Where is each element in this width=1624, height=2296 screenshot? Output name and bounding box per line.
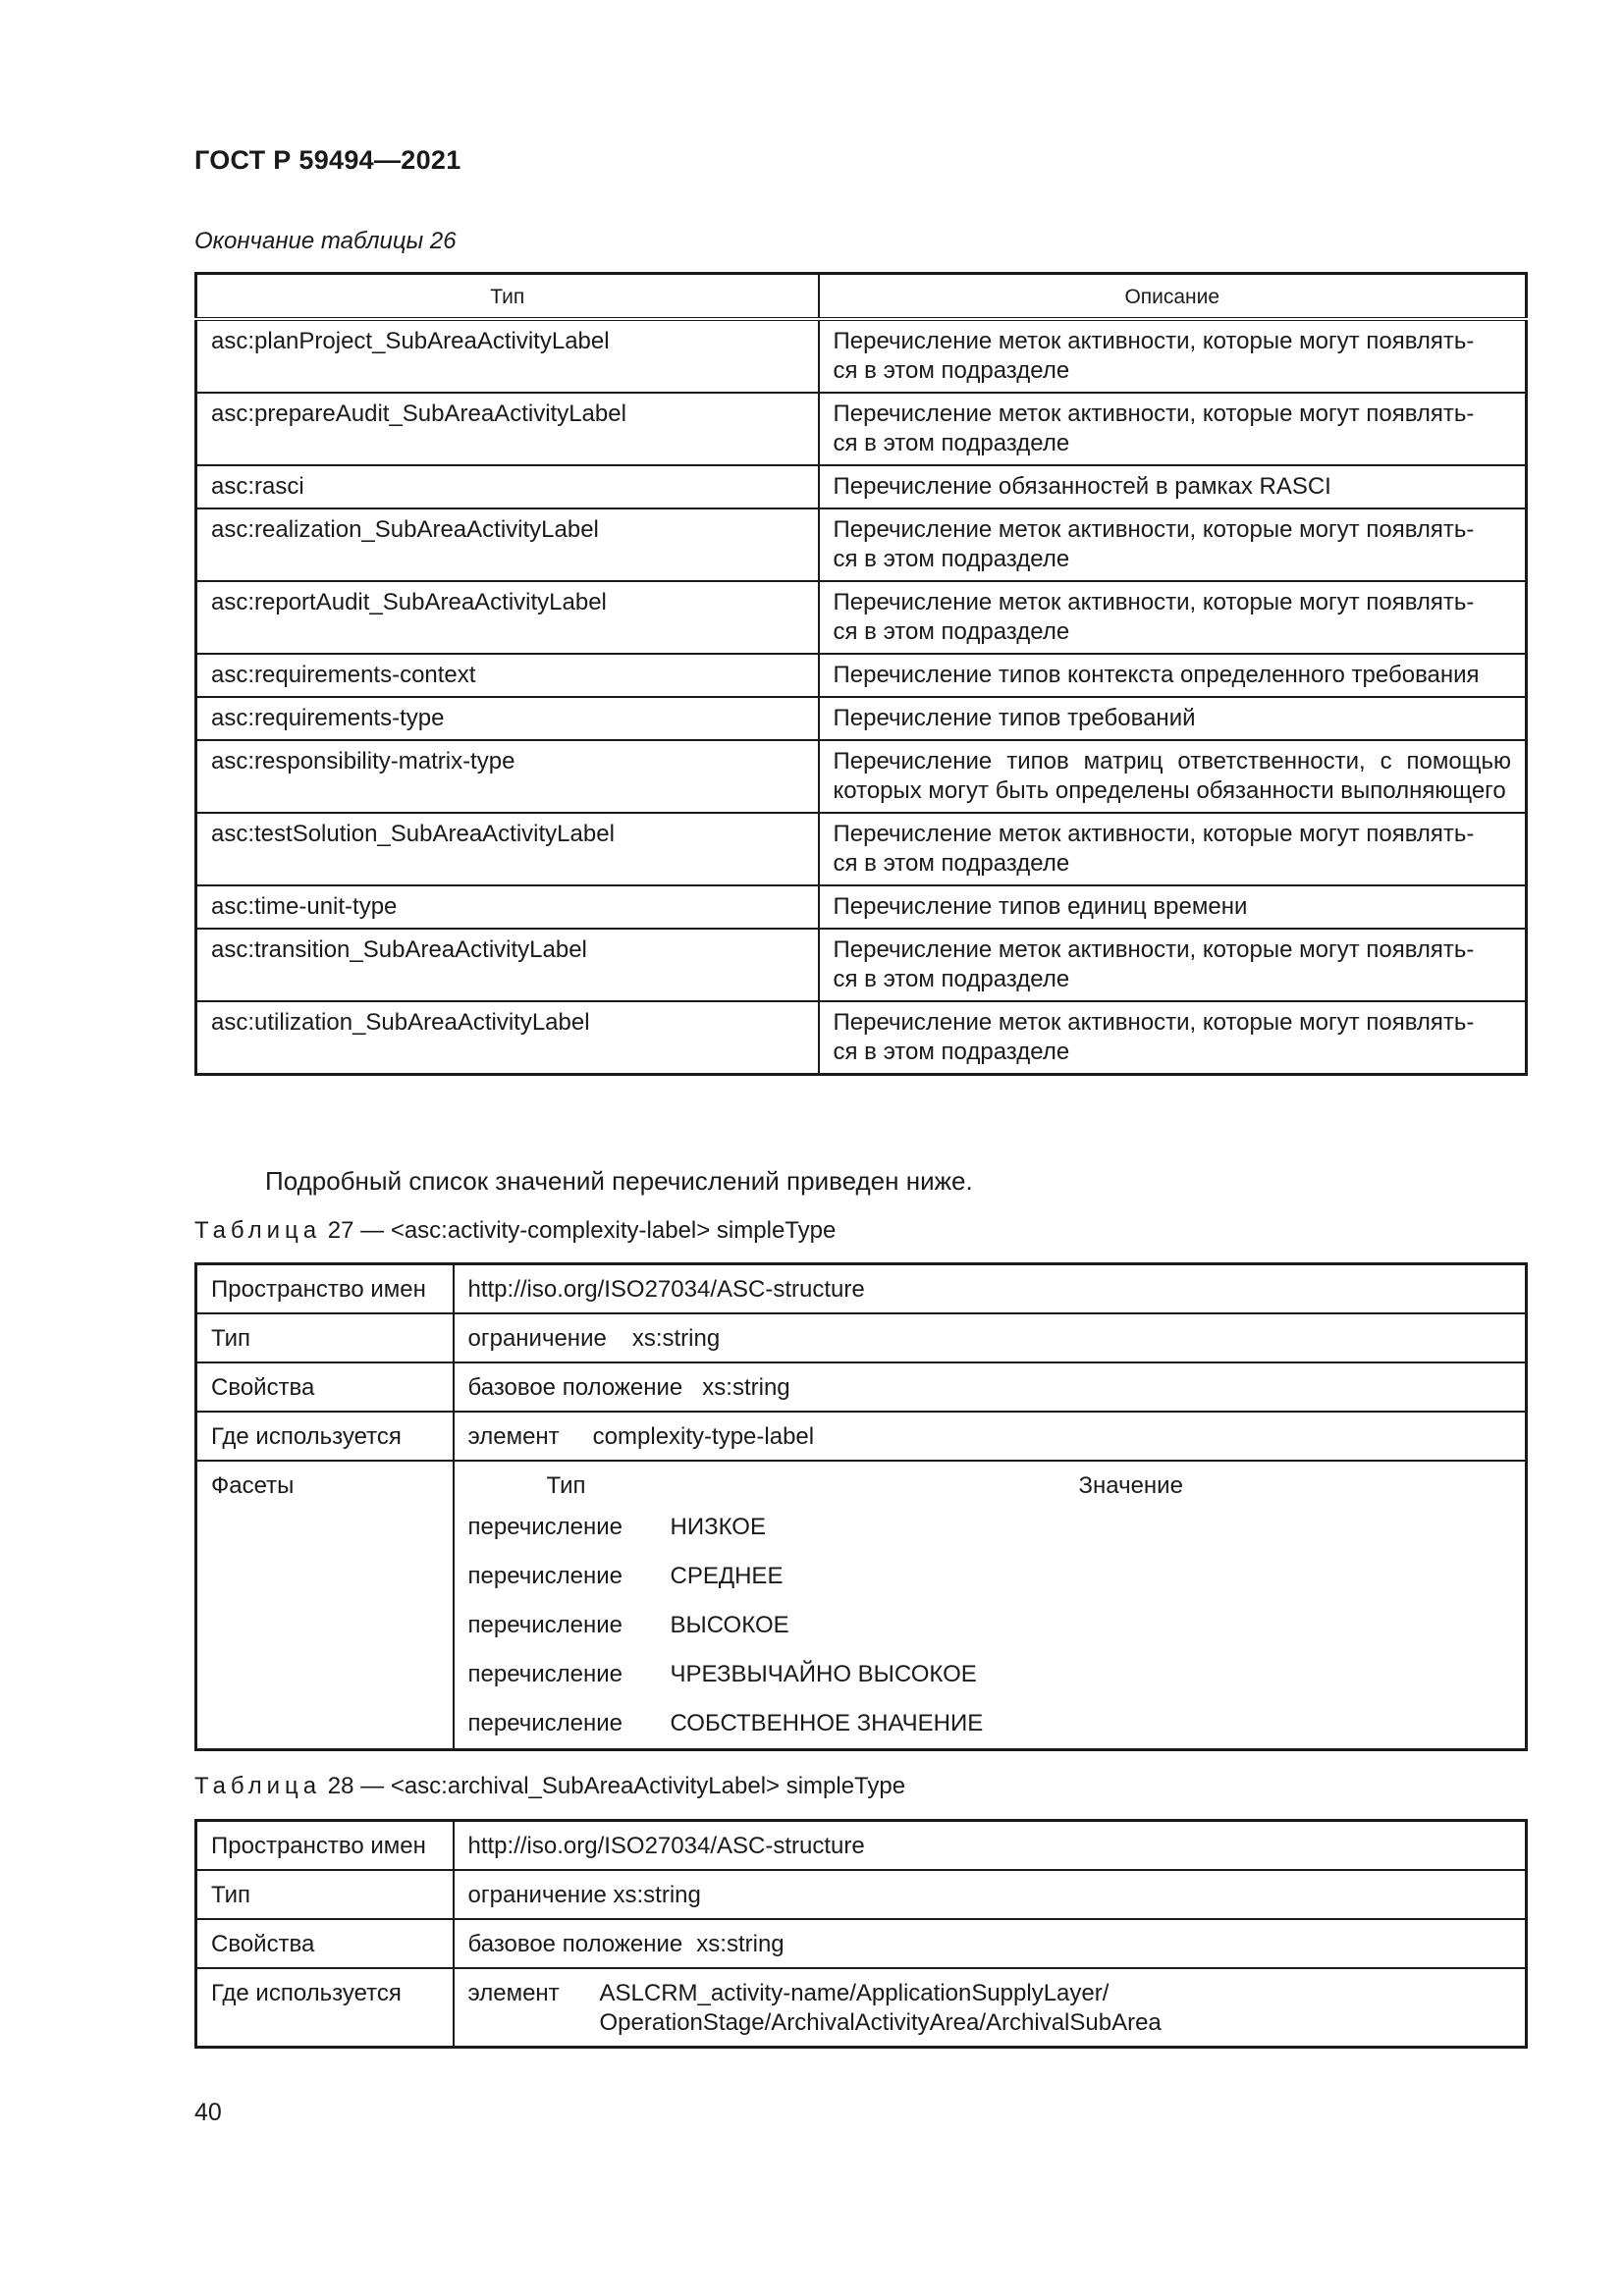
table26-header-row	[196, 274, 1527, 320]
facet-type: перечисление	[467, 1661, 623, 1687]
facets-header	[468, 1471, 1512, 1501]
table27-namespace-label: Пространство имен	[196, 1264, 454, 1314]
table27-row-type	[196, 1313, 1527, 1362]
description-line: ся в этом подразделе	[833, 546, 1070, 572]
table27-usage-cell	[454, 1412, 1527, 1461]
table-row	[196, 319, 1527, 393]
table27-row-namespace	[196, 1264, 1527, 1314]
table28-row-usage	[196, 1968, 1527, 2048]
table28-row-type	[196, 1870, 1527, 1919]
table28-usage-value-line1: ASLCRM_activity-name/ApplicationSupplyLayer/	[599, 1980, 1110, 2006]
table27-namespace-value: http://iso.org/ISO27034/ASC-structure	[454, 1264, 1527, 1314]
table-26	[194, 272, 1528, 1076]
table-row	[196, 929, 1527, 1001]
table27-props-key: базовое положение	[467, 1374, 683, 1401]
description-line: Перечисление меток активности, которые могут появлять-	[833, 821, 1475, 847]
table26-col-type: Тип	[196, 274, 819, 320]
description-line: ся в этом подразделе	[833, 618, 1070, 645]
facet-row	[468, 1650, 1512, 1699]
table28-usage-value-line2: OperationStage/ArchivalActivityArea/ArchivalSubArea	[599, 2009, 1162, 2036]
table28-props-key: базовое положение	[467, 1931, 683, 1957]
type-cell: asc:testSolution_SubAreaActivityLabel	[196, 813, 819, 885]
description-line: ся в этом подразделе	[833, 430, 1070, 456]
description-line: которых могут быть определены обязанности выполняющего	[833, 777, 1506, 804]
description-cell	[819, 508, 1527, 581]
facet-value: СРЕДНЕЕ	[670, 1563, 784, 1589]
facet-type: перечисление	[467, 1710, 623, 1736]
facet-value: СОБСТВЕННОЕ ЗНАЧЕНИЕ	[670, 1710, 984, 1736]
type-cell: asc:realization_SubAreaActivityLabel	[196, 508, 819, 581]
description-cell	[819, 740, 1527, 813]
description-cell	[819, 465, 1527, 508]
table28-props-cell	[454, 1919, 1527, 1968]
description-line: Перечисление меток активности, которые могут появлять-	[833, 516, 1475, 543]
table-row	[196, 654, 1527, 697]
table-row	[196, 1001, 1527, 1075]
table28-usage-key: элемент	[467, 1980, 560, 2006]
facet-row	[468, 1503, 1512, 1552]
facet-value: ВЫСОКОЕ	[670, 1612, 789, 1638]
description-cell	[819, 697, 1527, 740]
description-cell	[819, 929, 1527, 1001]
table-row	[196, 581, 1527, 654]
type-cell: asc:rasci	[196, 465, 819, 508]
facet-row	[468, 1552, 1512, 1601]
table27-type-label: Тип	[196, 1313, 454, 1362]
table27-row-facets	[196, 1461, 1527, 1750]
table-row	[196, 813, 1527, 885]
table27-usage-value: complexity-type-label	[592, 1423, 815, 1450]
facet-type: перечисление	[467, 1514, 623, 1540]
description-cell	[819, 393, 1527, 465]
table-row	[196, 697, 1527, 740]
table27-type-cell	[454, 1313, 1527, 1362]
type-cell: asc:time-unit-type	[196, 885, 819, 929]
table-row	[196, 740, 1527, 813]
type-cell: asc:planProject_SubAreaActivityLabel	[196, 319, 819, 393]
description-cell	[819, 813, 1527, 885]
table-27	[194, 1262, 1528, 1751]
table-row	[196, 508, 1527, 581]
table28-row-namespace	[196, 1821, 1527, 1871]
table28-type-label: Тип	[196, 1870, 454, 1919]
facets-col-type: Тип	[546, 1472, 586, 1499]
type-cell: asc:transition_SubAreaActivityLabel	[196, 929, 819, 1001]
description-cell	[819, 654, 1527, 697]
table28-namespace-label: Пространство имен	[196, 1821, 454, 1871]
description-cell	[819, 319, 1527, 393]
page-number: 40	[194, 2099, 222, 2126]
description-line: ся в этом подразделе	[833, 850, 1070, 877]
description-line: ся в этом подразделе	[833, 966, 1070, 992]
description-line: Перечисление меток активности, которые могут появлять-	[833, 936, 1475, 963]
table27-props-cell	[454, 1362, 1527, 1412]
description-cell	[819, 1001, 1527, 1075]
table27-type-key: ограничение	[467, 1325, 607, 1352]
table-row	[196, 465, 1527, 508]
facet-type: перечисление	[467, 1563, 623, 1589]
description-cell	[819, 581, 1527, 654]
table28-row-props	[196, 1919, 1527, 1968]
table27-facets-cell	[454, 1461, 1527, 1750]
table28-caption-word: Таблица	[194, 1773, 322, 1799]
facets-col-value: Значение	[1078, 1472, 1183, 1499]
table27-caption-text: 27 — <asc:activity-complexity-label> simpleType	[327, 1217, 837, 1244]
table27-usage-key: элемент	[467, 1423, 560, 1450]
table28-namespace-value: http://iso.org/ISO27034/ASC-structure	[454, 1821, 1527, 1871]
table27-props-label: Свойства	[196, 1362, 454, 1412]
description-line: Перечисление меток активности, которые могут появлять-	[833, 400, 1475, 427]
type-cell: asc:requirements-type	[196, 697, 819, 740]
table27-type-value: xs:string	[631, 1325, 721, 1352]
facet-type: перечисление	[467, 1612, 623, 1638]
document-header: ГОСТ Р 59494—2021	[194, 145, 461, 175]
table27-caption	[194, 1217, 836, 1245]
description-line: Перечисление меток активности, которые могут появлять-	[833, 1009, 1475, 1036]
type-cell: asc:responsibility-matrix-type	[196, 740, 819, 813]
table-row	[196, 393, 1527, 465]
description-line: ся в этом подразделе	[833, 357, 1070, 384]
table28-props-value: xs:string	[696, 1931, 785, 1957]
table27-usage-label: Где используется	[196, 1412, 454, 1461]
description-cell	[819, 885, 1527, 929]
description-line: Перечисление типов матриц ответственности, с помощью	[833, 748, 1511, 774]
description-line: ся в этом подразделе	[833, 1039, 1070, 1065]
table28-usage-cell	[454, 1968, 1527, 2048]
type-cell: asc:prepareAudit_SubAreaActivityLabel	[196, 393, 819, 465]
type-cell: asc:reportAudit_SubAreaActivityLabel	[196, 581, 819, 654]
facet-value: ЧРЕЗВЫЧАЙНО ВЫСОКОЕ	[670, 1661, 977, 1687]
table-row	[196, 885, 1527, 929]
table27-row-usage	[196, 1412, 1527, 1461]
table27-props-value: xs:string	[702, 1374, 790, 1401]
table27-row-props	[196, 1362, 1527, 1412]
table27-facets-label: Фасеты	[196, 1461, 454, 1750]
table28-caption	[194, 1773, 905, 1800]
type-cell: asc:utilization_SubAreaActivityLabel	[196, 1001, 819, 1075]
table28-props-label: Свойства	[196, 1919, 454, 1968]
table27-caption-word: Таблица	[194, 1217, 322, 1244]
facet-row	[468, 1699, 1512, 1748]
description-line: Перечисление меток активности, которые могут появлять-	[833, 328, 1475, 354]
table-28	[194, 1819, 1528, 2049]
paragraph: Подробный список значений перечислений приведен ниже.	[265, 1166, 973, 1196]
facet-row	[468, 1601, 1512, 1650]
description-line: Перечисление типов контекста определенного требования	[833, 662, 1480, 688]
type-cell: asc:requirements-context	[196, 654, 819, 697]
table26-caption: Окончание таблицы 26	[194, 228, 457, 254]
description-line: Перечисление меток активности, которые могут появлять-	[833, 589, 1475, 615]
description-line: Перечисление обязанностей в рамках RASCI	[833, 473, 1331, 500]
description-line: Перечисление типов требований	[833, 705, 1196, 731]
description-line: Перечисление типов единиц времени	[833, 893, 1248, 920]
facet-value: НИЗКОЕ	[670, 1514, 766, 1540]
table28-caption-text: 28 — <asc:archival_SubAreaActivityLabel> simpleType	[327, 1773, 906, 1799]
table26-col-desc: Описание	[819, 274, 1527, 320]
table28-type-value: ограничение xs:string	[454, 1870, 1527, 1919]
table28-usage-label: Где используется	[196, 1968, 454, 2048]
